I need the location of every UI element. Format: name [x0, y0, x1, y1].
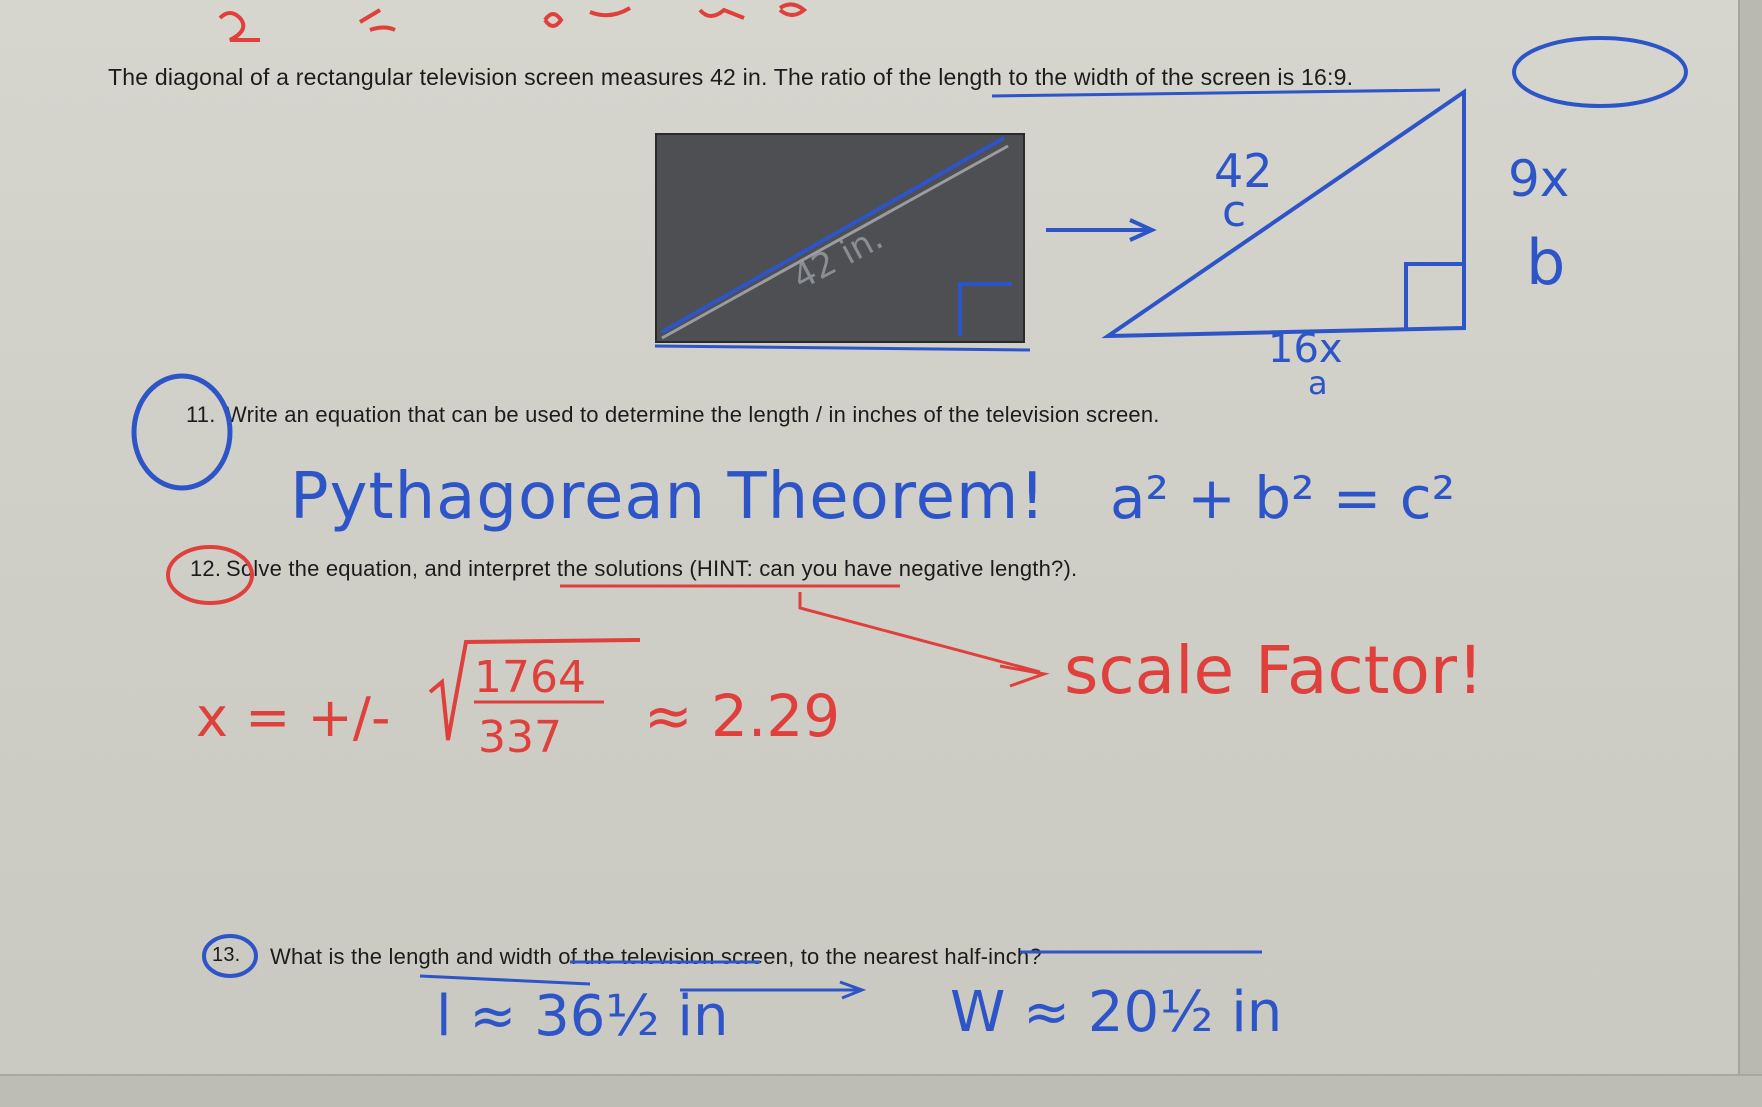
triangle-base-a: a [1308, 364, 1328, 402]
q11-text: Write an equation that can be used to determine the length / in inches of the television screen. [226, 402, 1160, 427]
q12-scale-factor-note: scale Factor! [1064, 632, 1484, 709]
triangle-hypotenuse-42: 42 [1214, 144, 1273, 198]
triangle-side-b: b [1526, 226, 1566, 299]
q13-number: 13. [212, 944, 241, 966]
q12-approx: ≈ 2.29 [644, 682, 841, 750]
q13-length-answer: l ≈ 36½ in [436, 984, 729, 1049]
q11-formula: a² + b² = c² [1110, 464, 1455, 532]
q13-text: What is the length and width of the television screen, to the nearest half-inch? [270, 944, 1042, 969]
q12-numerator: 1764 [474, 652, 586, 703]
problem-intro: The diagonal of a rectangular television screen measures 42 in. The ratio of the length to the width of the screen is 16:9. [108, 64, 1354, 90]
q11-answer: Pythagorean Theorem! [290, 460, 1046, 534]
q12-text: Solve the equation, and interpret the solutions (HINT: can you have negative length?). [226, 556, 1078, 581]
tv-diagonal-label: 42 in. [786, 217, 890, 299]
q11-number: 11. [186, 402, 216, 427]
page-bottom-edge [0, 1074, 1762, 1107]
q12-number: 12. [190, 556, 222, 581]
triangle-side-9x: 9x [1508, 150, 1570, 208]
q12-answer-prefix: x = +/- [196, 686, 391, 749]
page-right-edge [1738, 0, 1762, 1105]
triangle-base-16x: 16x [1268, 326, 1343, 372]
triangle-hypotenuse-c: c [1222, 186, 1247, 237]
q13-width-answer: W ≈ 20½ in [950, 980, 1283, 1045]
q12-denominator: 337 [478, 712, 562, 763]
